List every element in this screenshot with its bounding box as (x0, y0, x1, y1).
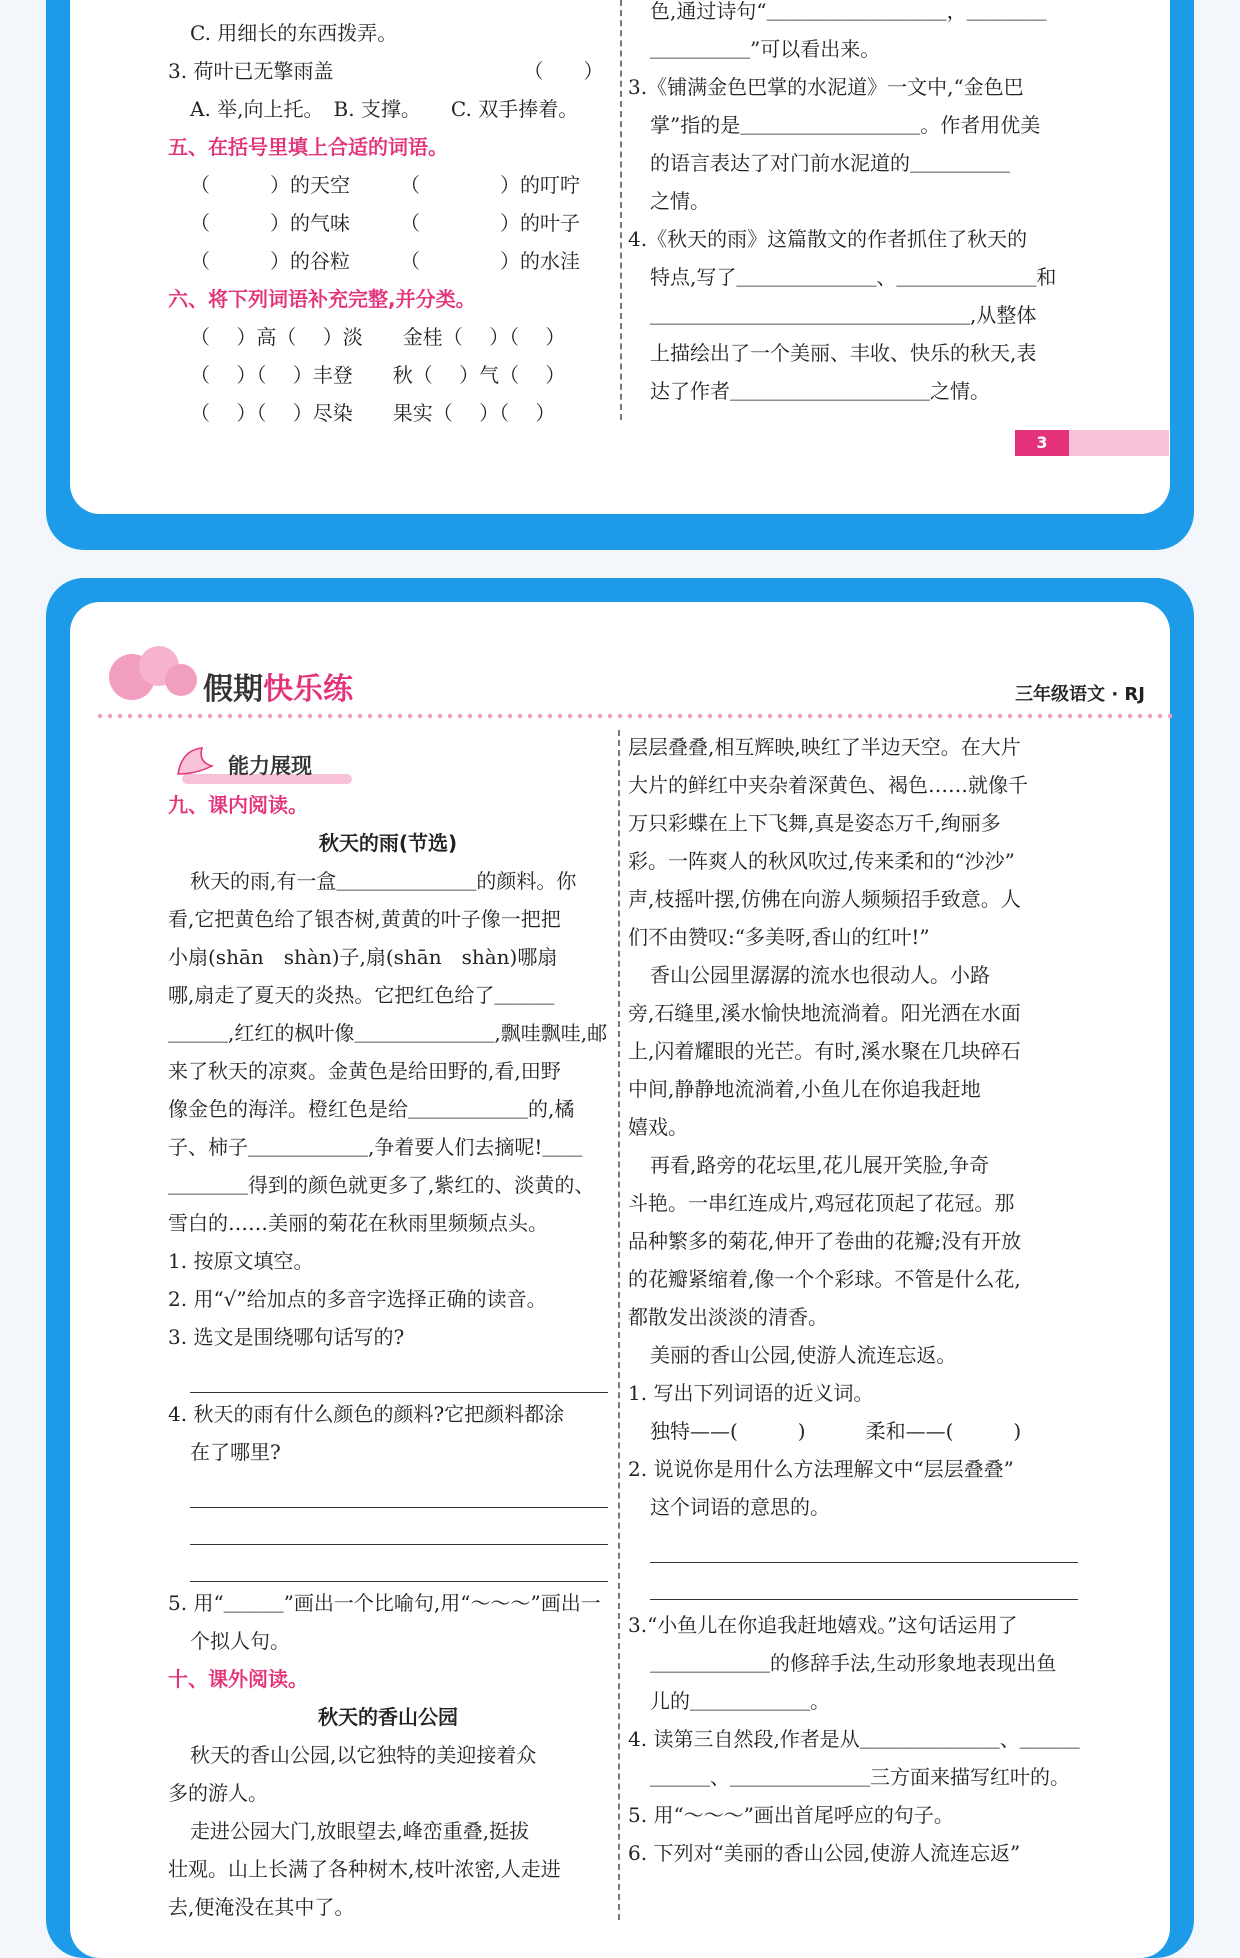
answer-line[interactable] (650, 1526, 1078, 1563)
text-line: 看,它把黄色给了银杏树,黄黄的叶子像一把把 (168, 907, 561, 931)
brand-title-b: 快乐练 (263, 672, 353, 707)
dotted-border (95, 712, 1175, 720)
page-header (95, 640, 1175, 730)
passage-text (168, 1736, 608, 1926)
text-line: 香山公园里潺潺的流水也很动人。小路 (650, 963, 990, 987)
text-line: 品种繁多的菊花,伸开了卷曲的花瓣;没有开放 (628, 1229, 1022, 1253)
questions-text (628, 1606, 1078, 1872)
text-line: 走进公园大门,放眼望去,峰峦重叠,挺拔 (190, 1819, 530, 1843)
text-line: ＿＿＿＿得到的颜色就更多了,紫红的、淡黄的、 (168, 1173, 595, 1197)
question: 2. 用“√”给加点的多音字选择正确的读音。 (168, 1287, 547, 1311)
text-line: 儿的＿＿＿＿＿＿。 (650, 1689, 830, 1713)
text-line: 3.“小鱼儿在你追我赶地嬉戏。”这句话运用了 (628, 1613, 1018, 1637)
text-line: 多的游人。 (168, 1781, 268, 1805)
text-line: 哪,扇走了夏天的炎热。它把红色给了＿＿＿ (168, 983, 555, 1007)
text-line: 上描绘出了一个美丽、丰收、快乐的秋天,表 (650, 341, 1037, 365)
text-line: 2. 说说你是用什么方法理解文中“层层叠叠” (628, 1457, 1014, 1481)
text-line: （ ）的谷粒 （ ）的水洼 (190, 249, 580, 273)
text-line: 3.《铺满金色巴掌的水泥道》一文中,“金色巴 (628, 75, 1024, 99)
bottom-left-column (168, 786, 608, 1926)
text-line: 4.《秋天的雨》这篇散文的作者抓住了秋天的 (628, 227, 1028, 251)
text-line: 们不由赞叹:“多美呀,香山的红叶!” (628, 925, 930, 949)
text-line: （ ）（ ）丰登 秋（ ）气（ ） (190, 363, 566, 387)
page-number-strip (1069, 430, 1169, 456)
page-number: 3 (1015, 430, 1069, 456)
answer-line[interactable] (190, 1545, 608, 1582)
text-line: 色,通过诗句“＿＿＿＿＿＿＿＿＿，＿＿＿＿ (650, 0, 1047, 23)
text-line: 声,枝摇叶摆,仿佛在向游人频频招手致意。人 (628, 887, 1021, 911)
passage-title: 秋天的香山公园 (318, 1705, 458, 1729)
text-line: 去,便淹没在其中了。 (168, 1895, 355, 1919)
text-line: 美丽的香山公园,使游人流连忘返。 (650, 1343, 957, 1367)
text-line: ＿＿＿＿＿＿＿＿＿＿＿＿＿＿＿＿,从整体 (650, 303, 1037, 327)
passage-text (628, 728, 1078, 1526)
ability-label: 能力展现 (228, 754, 312, 778)
text-line: 雪白的……美丽的菊花在秋雨里频频点头。 (168, 1211, 548, 1235)
text-line: 再看,路旁的花坛里,花儿展开笑脸,争奇 (650, 1153, 990, 1177)
text-line: C. 用细长的东西拨弄。 (190, 21, 398, 45)
ability-heading (172, 744, 352, 788)
text-line: 4. 读第三自然段,作者是从＿＿＿＿＿＿＿、＿＿＿ (628, 1727, 1080, 1751)
bottom-right-column (628, 728, 1078, 1872)
text-line: 小扇(shān shàn)子,扇(shān shàn)哪扇 (168, 945, 558, 969)
text-line: A. 举,向上托。 B. 支撑。 C. 双手捧着。 (190, 97, 579, 121)
butterfly-icon (172, 744, 216, 784)
section-title: 五、在括号里填上合适的词语。 (168, 135, 448, 159)
text-line: 彩。一阵爽人的秋风吹过,传来柔和的“沙沙” (628, 849, 1015, 873)
text-line: （ ）的气味 （ ）的叶子 (190, 211, 580, 235)
question: 4. 秋天的雨有什么颜色的颜料?它把颜料都涂 (168, 1402, 565, 1426)
text-line: 3. 荷叶已无擎雨盖 （ ） (168, 59, 604, 83)
passage-text (168, 862, 608, 1242)
answer-line[interactable] (190, 1356, 608, 1393)
text-line: 中间,静静地流淌着,小鱼儿在你追我赶地 (628, 1077, 981, 1101)
answer-line[interactable] (190, 1508, 608, 1545)
text-line: 5. 用“～～～”画出首尾呼应的句子。 (628, 1803, 954, 1827)
text-line: 的语言表达了对门前水泥道的＿＿＿＿＿ (650, 151, 1010, 175)
text-line: 嬉戏。 (628, 1115, 688, 1139)
grade-label: 三年级语文 · RJ (1015, 684, 1145, 705)
text-line: 都散发出淡淡的清香。 (628, 1305, 828, 1329)
text-line: 之情。 (650, 189, 710, 213)
text-line: 1. 写出下列词语的近义词。 (628, 1381, 874, 1405)
text-line: ＿＿＿、＿＿＿＿＿＿＿三方面来描写红叶的。 (650, 1765, 1070, 1789)
text-line: 子、柿子＿＿＿＿＿＿,争着要人们去摘呢!＿＿ (168, 1135, 583, 1159)
text-line: 上,闪着耀眼的光芒。有时,溪水聚在几块碎石 (628, 1039, 1021, 1063)
text-line: 大片的鲜红中夹杂着深黄色、褐色……就像千 (628, 773, 1028, 797)
text-line: （ ）（ ）尽染 果实（ ）（ ） (190, 401, 556, 425)
question: 3. 选文是围绕哪句话写的? (168, 1325, 405, 1349)
text-line: 像金色的海洋。橙红色是给＿＿＿＿＿＿的,橘 (168, 1097, 575, 1121)
text-line: 秋天的香山公园,以它独特的美迎接着众 (190, 1743, 537, 1767)
text-line: 层层叠叠,相互辉映,映红了半边天空。在大片 (628, 735, 1021, 759)
text-line: 旁,石缝里,溪水愉快地流淌着。阳光洒在水面 (628, 1001, 1021, 1025)
text-line: 6. 下列对“美丽的香山公园,使游人流连忘返” (628, 1841, 1021, 1865)
top-left-column (168, 14, 618, 432)
answer-line[interactable] (190, 1471, 608, 1508)
text-line: 这个词语的意思的。 (650, 1495, 830, 1519)
section-title: 十、课外阅读。 (168, 1667, 308, 1691)
text-line: ＿＿＿,红红的枫叶像＿＿＿＿＿＿＿,飘哇飘哇,邮 (168, 1021, 608, 1045)
text-line: ＿＿＿＿＿”可以看出来。 (650, 37, 881, 61)
text-line: 达了作者＿＿＿＿＿＿＿＿＿＿之情。 (650, 379, 990, 403)
text-line: 特点,写了＿＿＿＿＿＿＿、＿＿＿＿＿＿＿和 (650, 265, 1057, 289)
passage-title: 秋天的雨(节选) (318, 831, 458, 855)
text-line: 秋天的雨,有一盒＿＿＿＿＿＿＿的颜料。你 (190, 869, 577, 893)
question: 个拟人句。 (190, 1629, 290, 1653)
question: 1. 按原文填空。 (168, 1249, 314, 1273)
text-line: 的花瓣紧缩着,像一个个彩球。不管是什么花, (628, 1267, 1021, 1291)
question: 在了哪里? (190, 1440, 281, 1464)
top-right-column (628, 0, 1078, 410)
section-title: 六、将下列词语补充完整,并分类。 (168, 287, 476, 311)
text-line: （ ）的天空 （ ）的叮咛 (190, 173, 580, 197)
text-line: 壮观。山上长满了各种树木,枝叶浓密,人走进 (168, 1857, 561, 1881)
text-line: （ ）高（ ）淡 金桂（ ）（ ） (190, 325, 566, 349)
text-line: 掌”指的是＿＿＿＿＿＿＿＿＿。作者用优美 (650, 113, 1041, 137)
answer-line[interactable] (650, 1563, 1078, 1600)
text-line: 来了秋天的凉爽。金黄色是给田野的,看,田野 (168, 1059, 561, 1083)
text-line: 独特——( ) 柔和——( ) (650, 1419, 1022, 1443)
brand-title-a: 假期 (203, 672, 263, 707)
text-line: 斗艳。一串红连成片,鸡冠花顶起了花冠。那 (628, 1191, 1015, 1215)
question: 5. 用“＿＿＿”画出一个比喻句,用“～～～”画出一 (168, 1591, 601, 1615)
text-line: 万只彩蝶在上下飞舞,真是姿态万千,绚丽多 (628, 811, 1001, 835)
column-divider (618, 730, 620, 1920)
text-line: ＿＿＿＿＿＿的修辞手法,生动形象地表现出鱼 (650, 1651, 1057, 1675)
column-divider (620, 0, 622, 420)
brand-title (203, 664, 353, 708)
section-title: 九、课内阅读。 (168, 793, 308, 817)
